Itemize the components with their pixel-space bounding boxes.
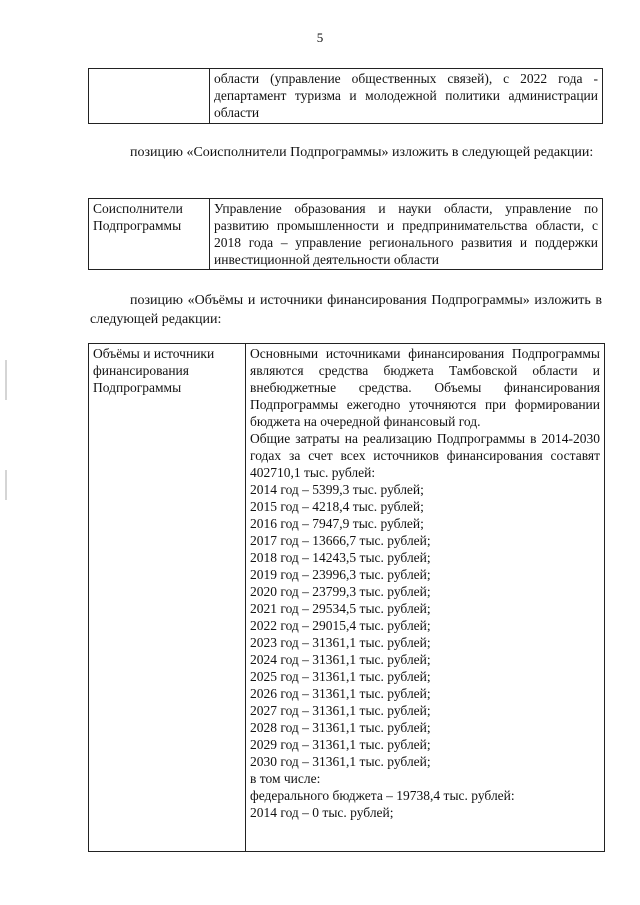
table-text-cell: области (управление общественных связей), с 2022 года - департамент туризма и молодежной политики администрации области bbox=[210, 69, 603, 124]
funding-year-line: 2014 год – 5399,3 тыс. рублей; bbox=[250, 482, 424, 497]
funding-year-line: 2028 год – 31361,1 тыс. рублей; bbox=[250, 720, 431, 735]
coexecutors-table bbox=[88, 198, 603, 270]
funding-year-line: 2026 год – 31361,1 тыс. рублей; bbox=[250, 686, 431, 701]
funding-year-line: 2021 год – 29534,5 тыс. рублей; bbox=[250, 601, 431, 616]
funding-year-line: 2024 год – 31361,1 тыс. рублей; bbox=[250, 652, 431, 667]
funding-year-line: 2027 год – 31361,1 тыс. рублей; bbox=[250, 703, 431, 718]
funding-year-line: 2029 год – 31361,1 тыс. рублей; bbox=[250, 737, 431, 752]
table-row bbox=[89, 344, 605, 852]
page-number: 5 bbox=[316, 30, 324, 45]
funding-year-line: 2030 год – 31361,1 тыс. рублей; bbox=[250, 754, 431, 769]
funding-year-line: 2025 год – 31361,1 тыс. рублей; bbox=[250, 669, 431, 684]
finance-label: Объёмы и источники финансирования Подпрограммы bbox=[89, 344, 246, 852]
finance-years-list bbox=[250, 481, 600, 770]
finance-table bbox=[88, 343, 605, 852]
finance-text-cell bbox=[246, 344, 605, 852]
finance-total: Общие затраты на реализацию Подпрограммы в 2014-2030 годах за счет всех источников финансирования составят 402710,1 тыс. рублей: bbox=[250, 431, 600, 480]
paragraph-coexecutors: позицию «Соисполнители Подпрограммы» изложить в следующей редакции: bbox=[130, 145, 594, 160]
funding-year-line: 2015 год – 4218,4 тыс. рублей; bbox=[250, 499, 424, 514]
table-row bbox=[89, 69, 603, 124]
funding-year-line: 2019 год – 23996,3 тыс. рублей; bbox=[250, 567, 431, 582]
continued-table bbox=[88, 68, 603, 124]
funding-year-line: 2023 год – 31361,1 тыс. рублей; bbox=[250, 635, 431, 650]
funding-year-line: 2016 год – 7947,9 тыс. рублей; bbox=[250, 516, 424, 531]
funding-year-line: 2022 год – 29015,4 тыс. рублей; bbox=[250, 618, 431, 633]
funding-year-line: 2018 год – 14243,5 тыс. рублей; bbox=[250, 550, 431, 565]
coexecutors-text: Управление образования и науки области, управление по развитию промышленности и предпринимательства области, с 2018 года – управление регионального развития и поддержки инвестиционной деятельности области bbox=[210, 199, 603, 270]
finance-intro: Основными источниками финансирования Подпрограммы являются средства бюджета Тамбовской области и внебюджетные средства. Объемы финансирования Подпрограммы ежегодно уточняются при формировании бюджета на очередной финансовый год. bbox=[250, 346, 600, 429]
paragraph-finance: позицию «Объёмы и источники финансирования Подпрограммы» изложить в следующей редакции: bbox=[90, 293, 602, 327]
finance-federal: федерального бюджета – 19738,4 тыс. рублей: bbox=[250, 788, 515, 803]
funding-year-line: 2017 год – 13666,7 тыс. рублей; bbox=[250, 533, 431, 548]
funding-year-line: 2020 год – 23799,3 тыс. рублей; bbox=[250, 584, 431, 599]
finance-including: в том числе: bbox=[250, 771, 321, 786]
coexecutors-label: Соисполнители Подпрограммы bbox=[89, 199, 210, 270]
scan-margin-mark bbox=[5, 470, 7, 500]
scan-margin-mark bbox=[5, 360, 7, 400]
funding-year-line: 2014 год – 0 тыс. рублей; bbox=[250, 805, 394, 820]
table-label-cell bbox=[89, 69, 210, 124]
table-row bbox=[89, 199, 603, 270]
federal-years-list bbox=[250, 804, 600, 821]
